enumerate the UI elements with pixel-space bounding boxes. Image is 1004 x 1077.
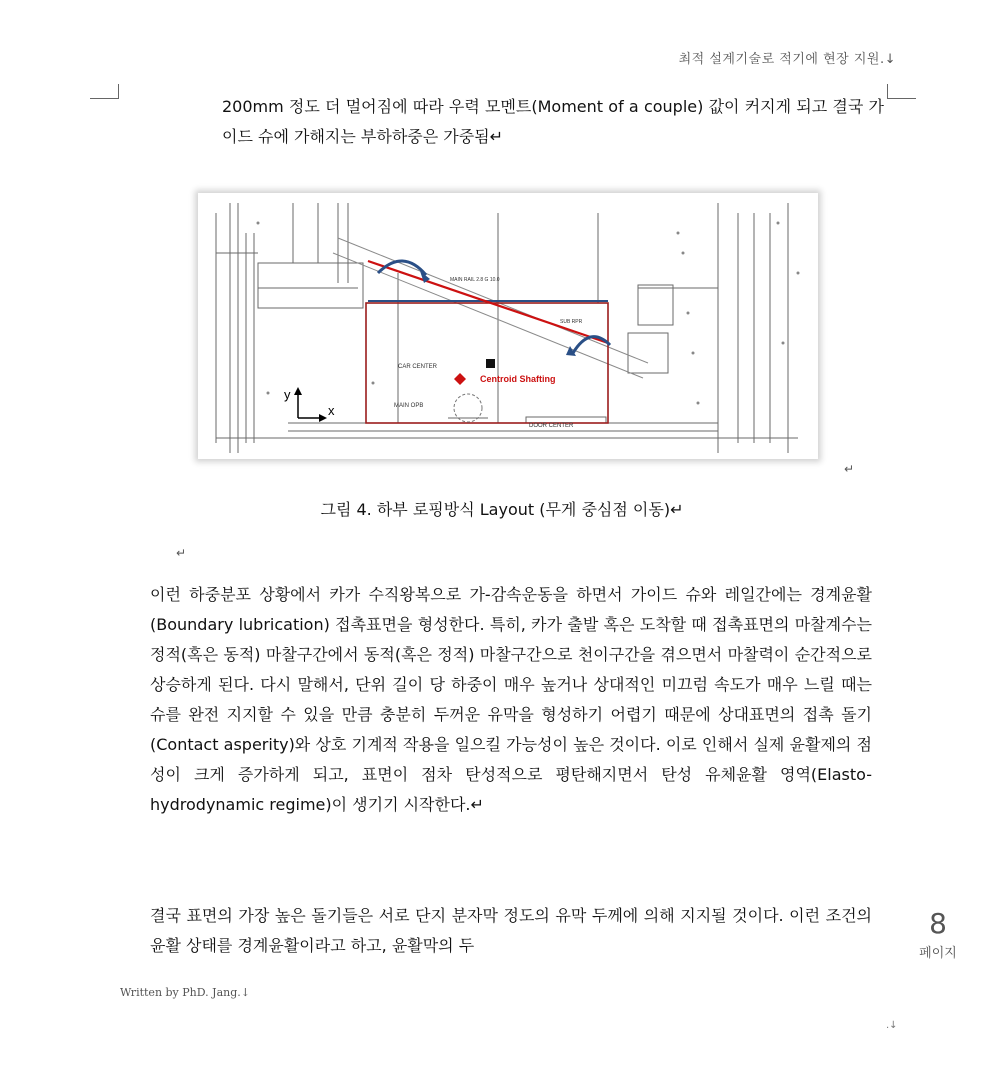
paragraph-mark: ↵: [844, 462, 855, 476]
intro-paragraph: 200mm 정도 더 멀어짐에 따라 우력 모멘트(Moment of a couple) 값이 커지게 되고 결국 가이드 슈에 가해지는 부하하중은 가중됨↵: [222, 97, 884, 146]
centroid-label: Centroid Shafting: [480, 374, 556, 384]
x-axis-label: x: [328, 403, 335, 418]
main-paragraph: 이런 하중분포 상황에서 카가 수직왕복으로 가-감속운동을 하면서 가이드 슈와 레일간에는 경계윤활 (Boundary lubrication) 접촉표면을 형성한다. 특히, 카가 출발 혹은 도착할 때 접촉표면의 마찰계수는 정적(혹은 동적) 마찰구간에서 동적(혹은 정적) 마찰구간으로 천이구간을 겪으면서 마찰력이 순간적으로 상승하게 된다. 다시 말해서, 단위 길이 당 하중이 매우 높거나 상대적인 미끄럼 속도가 매우 느릴 때는 슈를 완전 지지할 수 있을 만큼 충분히 두꺼운 유막을 형성하기 어렵기 때문에 상대표면의 접촉 돌기(Contact asperity)와 상호 기계적 작용을 일으킬 가능성이 높은 것이다. 이로 인해서 실제 윤활제의 점성이 크게 증가하게 되고, 표면이 점차 탄성적으로 평탄해지면서 탄성 유체윤활 영역(Elasto-hydrodynamic regime)이 생기기 시작한다.↵: [150, 585, 872, 814]
car-center-label: CAR CENTER: [398, 364, 438, 370]
author-footer: Written by PhD. Jang.↓: [120, 986, 250, 999]
figure-caption: 그림 4. 하부 로핑방식 Layout (무게 중심점 이동)↵: [320, 500, 684, 519]
empty-paragraph-mark: ↵: [176, 546, 187, 560]
car-center-marker: [486, 359, 495, 368]
main-opb-label: MAIN OPB: [394, 403, 424, 409]
bottom-paragraph-mark: .↓: [886, 1020, 898, 1031]
page-number: 8: [929, 907, 947, 940]
layout-figure: [198, 193, 818, 459]
sub-rail-label: SUB RPR: [560, 319, 583, 325]
y-axis-label: y: [284, 387, 291, 402]
main-rail-label: MAIN RAIL 2.8 G 10.0: [450, 277, 500, 283]
drawing-background: [198, 193, 818, 459]
page-number-box: [918, 907, 958, 961]
margin-crop-mark-right: [887, 84, 916, 99]
running-header: 최적 설계기술로 적기에 현장 지원.↓: [678, 52, 896, 67]
second-paragraph: 결국 표면의 가장 높은 돌기들은 서로 단지 분자막 정도의 유막 두께에 의해 지지될 것이다. 이런 조건의 윤활 상태를 경계윤활이라고 하고, 윤활막의 두: [150, 906, 872, 955]
page-label: 페이지: [919, 946, 957, 961]
layout-drawing: [198, 193, 818, 459]
door-center-label: DOOR CENTER: [529, 423, 574, 429]
margin-crop-mark-left: [90, 84, 119, 99]
